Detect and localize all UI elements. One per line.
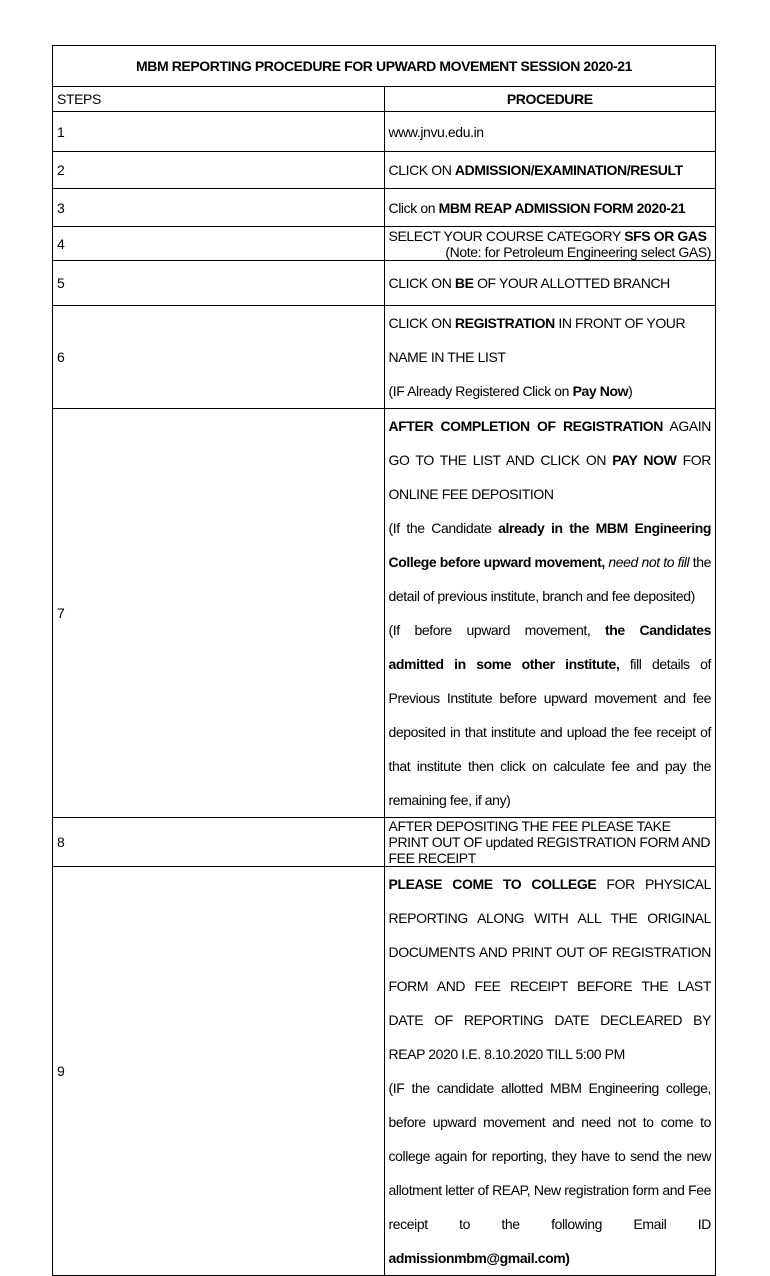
step-number: 5 [53, 261, 385, 306]
header-row [53, 87, 716, 112]
step-text: AFTER DEPOSITING THE FEE PLEASE TAKE PRINT OUT OF updated REGISTRATION FORM AND FEE RECEIPT [384, 818, 716, 867]
step-text: CLICK ON BE OF YOUR ALLOTTED BRANCH [384, 261, 716, 306]
step-text: Click on MBM REAP ADMISSION FORM 2020-21 [384, 189, 716, 227]
step-text: AFTER COMPLETION OF REGISTRATION AGAIN GO TO THE LIST AND CLICK ON PAY NOW FOR ONLINE FEE DEPOSITION (If the Candidate already in the MBM Engineering College before upward movement, need not to fill the detail of previous institute, branch and fee deposited) (If before upward movement, the Candidates admitted in some other institute, fill details of Previous Institute before upward movement and fee deposited in that institute and upload the fee receipt of that institute then click on calculate fee and pay the remaining fee, if any) [384, 409, 716, 818]
step-number: 6 [53, 306, 385, 409]
step-number: 3 [53, 189, 385, 227]
step-number: 1 [53, 112, 385, 152]
table-row [53, 306, 716, 409]
step-number: 2 [53, 152, 385, 189]
procedure-table [52, 45, 716, 1276]
step-number: 9 [53, 867, 385, 1276]
step-text: CLICK ON ADMISSION/EXAMINATION/RESULT [384, 152, 716, 189]
table-row [53, 867, 716, 1276]
table-title: MBM REPORTING PROCEDURE FOR UPWARD MOVEMENT SESSION 2020-21 [53, 46, 716, 87]
steps-header: STEPS [53, 87, 385, 112]
table-row [53, 112, 716, 152]
title-row [53, 46, 716, 87]
step-number: 8 [53, 818, 385, 867]
jnvu-link: www.jnvu.edu.in [388, 123, 484, 140]
email-address: admissionmbm@gmail.com) [388, 1250, 570, 1266]
table-row [53, 152, 716, 189]
step-text: CLICK ON REGISTRATION IN FRONT OF YOUR NAME IN THE LIST (IF Already Registered Click on Pay Now) [384, 306, 716, 409]
table-row [53, 189, 716, 227]
step-text [384, 112, 716, 152]
step-number: 7 [53, 409, 385, 818]
table-row [53, 409, 716, 818]
procedure-header: PROCEDURE [384, 87, 716, 112]
step-number: 4 [53, 227, 385, 261]
table-row [53, 261, 716, 306]
table-row [53, 818, 716, 867]
step-text: SELECT YOUR COURSE CATEGORY SFS OR GAS (Note: for Petroleum Engineering select GAS) [384, 227, 716, 261]
table-row [53, 227, 716, 261]
step-text: PLEASE COME TO COLLEGE FOR PHYSICAL REPORTING ALONG WITH ALL THE ORIGINAL DOCUMENTS AND PRINT OUT OF REGISTRATION FORM AND FEE RECEIPT BEFORE THE LAST DATE OF REPORTING DATE DECLEARED BY REAP 2020 I.E. 8.10.2020 TILL 5:00 PM (IF the candidate allotted MBM Engineering college, before upward movement and need not to come to college again for reporting, they have to send the new allotment letter of REAP, New registration form and Fee receipt to the following Email ID admissionmbm@gmail.com) [384, 867, 716, 1276]
step-note: (Note: for Petroleum Engineering select GAS) [445, 243, 711, 260]
